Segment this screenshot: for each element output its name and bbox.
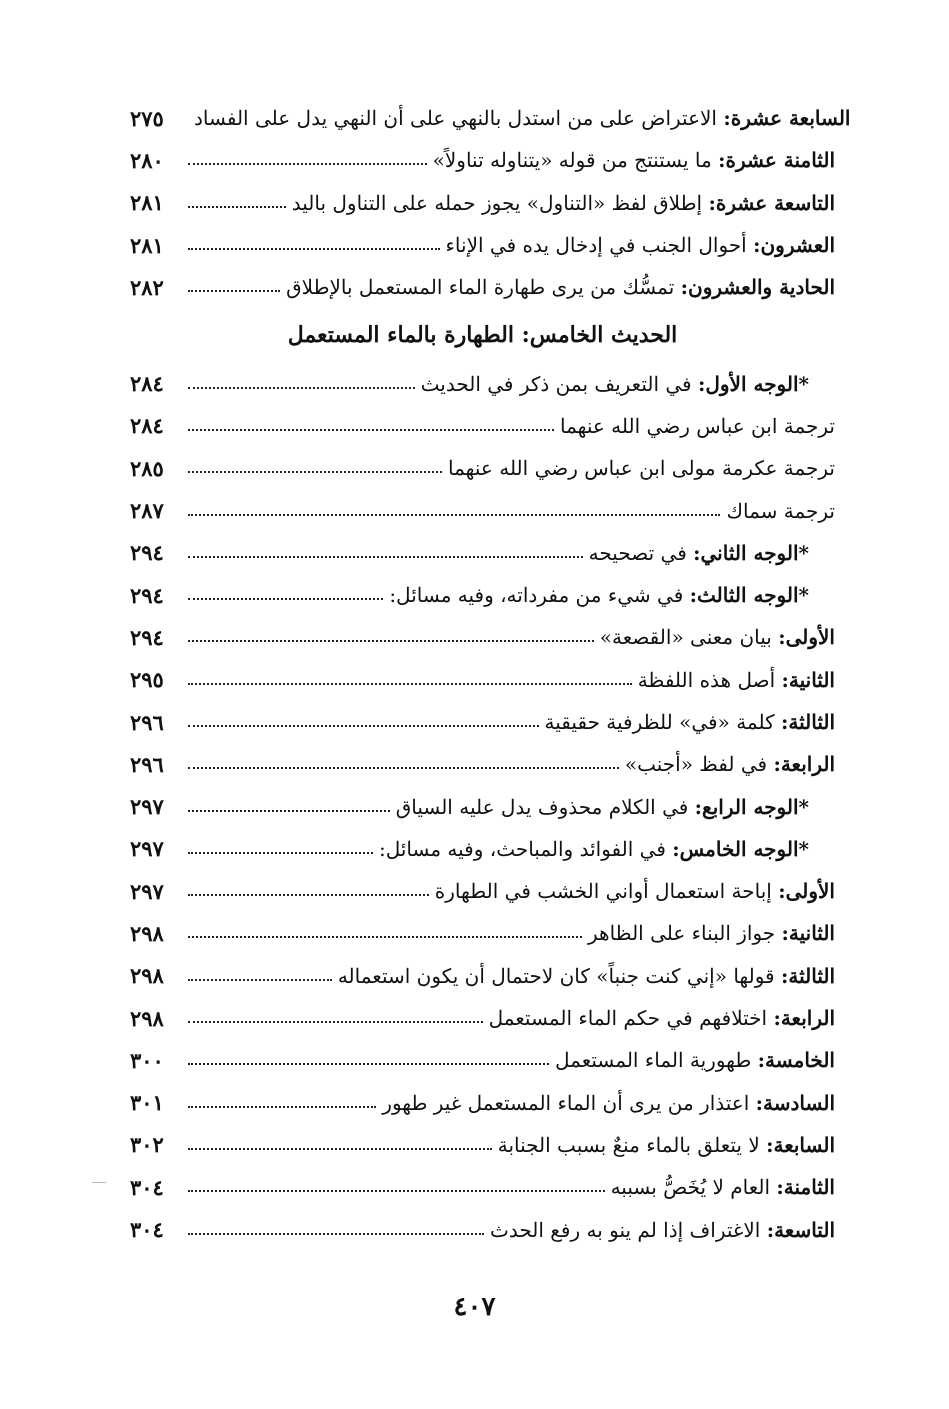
toc-page-number: ٢٨٠ [130, 147, 164, 173]
toc-entry-title: أصل هذه اللفظة [637, 667, 782, 692]
toc-entry-title: كلمة «في» للظرفية حقيقية [544, 710, 781, 734]
toc-entry-title: في الكلام محذوف يدل عليه السياق [395, 794, 695, 819]
dot-leader [188, 598, 383, 600]
toc-page-number: ٢٨٤ [130, 371, 164, 397]
dot-leader [188, 206, 286, 208]
toc-entry-text [489, 1006, 835, 1030]
toc-page-number: ٢٩٦ [130, 709, 164, 735]
toc-entry-label: الرابعة: [773, 752, 835, 777]
toc-entry-label: الرابعة: [773, 1006, 835, 1031]
toc-entry [130, 532, 835, 574]
margin-mark [92, 1182, 106, 1183]
toc-page-number: ٢٨٢ [130, 274, 164, 300]
toc-entry-label: *الوجه الخامس: [672, 836, 809, 861]
toc-entry [130, 447, 835, 489]
dot-leader [188, 1190, 605, 1192]
toc-entry [130, 182, 835, 224]
toc-entry-label: السادسة: [755, 1090, 835, 1115]
toc-entry-text [638, 668, 835, 692]
toc-page-number: ٢٩٦ [130, 751, 164, 777]
toc-entry [130, 224, 835, 266]
toc-page-number: ٢٩٤ [130, 624, 164, 650]
dot-leader [188, 810, 390, 812]
toc-entry [130, 1082, 835, 1124]
toc-entry [130, 616, 835, 658]
toc-entry-text [560, 414, 835, 438]
toc-entry [130, 489, 835, 531]
toc-entry-label: *الوجه الرابع: [694, 794, 809, 819]
toc-entry-label: الثامنة عشرة: [718, 148, 835, 173]
toc-entry [130, 955, 835, 997]
toc-page-number: ٣٠٤ [130, 1174, 164, 1200]
toc-entry [130, 362, 835, 404]
toc-entry-text [435, 879, 835, 903]
toc-entry-label: الثانية: [781, 667, 835, 692]
toc-page-number: ٢٨٧ [130, 498, 164, 524]
toc-entry-title: ما يستنتج من قوله «يتناوله تناولاً» [432, 148, 719, 173]
toc-entry-text [611, 1175, 835, 1199]
toc-entry [130, 1039, 835, 1081]
dot-leader [188, 1233, 484, 1235]
toc-entry-title: الاغتراف إذا لم ينو به رفع الحدث [490, 1217, 767, 1242]
toc-entry-text [448, 456, 835, 480]
dot-leader [188, 1021, 483, 1023]
toc-page-number: ٢٩٧ [130, 878, 164, 904]
toc-entry-label: الثانية: [781, 921, 835, 946]
toc-entry-text [286, 275, 835, 299]
dot-leader [188, 640, 594, 642]
toc-entry-title: بيان معنى «القصعة» [599, 625, 779, 650]
toc-entry-title: قولها «إني كنت جنباً» كان لاحتمال أن يكون استعماله [337, 963, 781, 988]
toc-entry-label: *الوجه الثالث: [689, 583, 809, 608]
dot-leader [188, 1063, 549, 1065]
toc-entry-text [382, 1091, 835, 1115]
toc-entry-label: الثامنة: [776, 1175, 835, 1200]
toc-page-number: ٣٠٤ [130, 1217, 164, 1243]
toc-entry-title: في التعريف بمن ذكر في الحديث [420, 371, 698, 396]
toc-entry-label: الحادية والعشرون: [680, 275, 835, 300]
toc-entry [130, 997, 835, 1039]
toc-entry-text [292, 191, 835, 215]
toc-entry-text [389, 583, 809, 607]
toc-entry-label: التاسعة: [766, 1217, 835, 1242]
toc-entry-title: جواز البناء على الظاهر [587, 921, 782, 946]
toc-page-number: ٢٨٥ [130, 455, 164, 481]
toc-entry-label: الأولى: [778, 879, 835, 904]
toc-entry [130, 139, 835, 181]
toc-entry-text [726, 499, 835, 523]
toc-entry-title: العام لا يُخَصُّ بسببه [610, 1175, 777, 1200]
toc-page-number: ٢٧٥ [130, 105, 164, 131]
toc-page-number: ٢٨٤ [130, 413, 164, 439]
toc-entry-title: طهورية الماء المستعمل [555, 1048, 758, 1073]
toc-page-number: ٣٠٠ [130, 1047, 164, 1073]
toc-entry [130, 1124, 835, 1166]
toc-entry-text [498, 1133, 835, 1157]
toc-entry-text [421, 372, 809, 396]
toc-entry [130, 659, 835, 701]
toc-entry-text [588, 921, 835, 945]
toc-entry-text [338, 964, 835, 988]
toc-entry-label: السابعة: [766, 1132, 835, 1157]
dot-leader [188, 767, 619, 769]
dot-leader [188, 894, 429, 896]
dot-leader [188, 248, 440, 250]
dot-leader [188, 163, 427, 165]
toc-entry [130, 701, 835, 743]
toc-entry-text [379, 837, 809, 861]
toc-entry-title: الاعتراض على من استدل بالنهي على أن النهي يدل على الفساد [194, 106, 724, 131]
toc-entry-title: في تصحيحه [588, 540, 694, 565]
toc-entry [130, 743, 835, 785]
toc-entry-label: التاسعة عشرة: [708, 190, 835, 215]
toc-entry [130, 1166, 835, 1208]
toc-page-number: ٢٩٧ [130, 836, 164, 862]
toc-page-number: ٣٠٢ [130, 1132, 164, 1158]
dot-leader [188, 683, 632, 685]
toc-entry-text [446, 233, 835, 257]
toc-entry-title: إطلاق لفظ «التناول» يجوز حمله على التناول باليد [291, 190, 709, 215]
toc-entry-label: الخامسة: [757, 1048, 835, 1073]
toc-page-number: ٢٨١ [130, 232, 164, 258]
toc-entry-text [625, 752, 835, 776]
toc-entry-title: اختلافهم في حكم الماء المستعمل [488, 1006, 774, 1031]
toc-page-number: ٢٩٥ [130, 667, 164, 693]
dot-leader [188, 290, 280, 292]
page-number: ٤٠٧ [453, 1292, 496, 1322]
toc-entry-text [589, 541, 809, 565]
dot-leader [188, 1106, 376, 1108]
toc-entry-label: *الوجه الأول: [697, 371, 809, 396]
toc-entry [130, 266, 835, 308]
toc-page-number: ٢٩٤ [130, 540, 164, 566]
toc-entry-text [600, 625, 835, 649]
toc-page-number: ٢٩٨ [130, 963, 164, 989]
toc-entry [130, 405, 835, 447]
dot-leader [188, 471, 442, 473]
toc-entry-title: اعتذار من يرى أن الماء المستعمل غير طهور [382, 1090, 756, 1115]
toc-entry-text [490, 1218, 835, 1242]
toc-entry-label: العشرون: [753, 233, 835, 258]
toc-entry-title: ترجمة ابن عباس رضي الله عنهما [559, 413, 835, 438]
toc-entry-label: الثالثة: [780, 710, 835, 734]
toc-entry-title: في شيء من مفرداته، وفيه مسائل: [389, 583, 690, 608]
dot-leader [188, 556, 583, 558]
toc-entry [130, 785, 835, 827]
toc-entry [130, 870, 835, 912]
toc-entry-title: أحوال الجنب في إدخال يده في الإناء [445, 233, 754, 258]
section-heading: الحديث الخامس: الطهارة بالماء المستعمل [287, 322, 678, 349]
toc-entry-text [555, 1048, 835, 1072]
toc-page-number: ٢٩٨ [130, 920, 164, 946]
toc-entry [130, 1208, 835, 1250]
toc-entry-title: تمسُّك من يرى طهارة الماء المستعمل بالإطلاق [286, 275, 681, 300]
toc-page-number: ٢٨١ [130, 190, 164, 216]
toc-entry-label: الثالثة: [780, 963, 835, 988]
toc-entry-label: السابعة عشرة: [723, 106, 851, 131]
toc-entry-text [194, 106, 851, 130]
dot-leader [188, 429, 554, 431]
dot-leader [188, 725, 539, 727]
dot-leader [188, 852, 373, 854]
toc-entry-title: ترجمة عكرمة مولى ابن عباس رضي الله عنهما [448, 456, 835, 481]
toc-page-number: ٣٠١ [130, 1090, 164, 1116]
toc-entry-text [396, 795, 809, 819]
toc-page-number: ٢٩٤ [130, 582, 164, 608]
toc-entry-title: في الفوائد والمباحث، وفيه مسائل: [378, 836, 673, 861]
toc-entry-text [545, 710, 835, 734]
toc-entry [130, 574, 835, 616]
table-of-contents [130, 97, 851, 1251]
toc-entry-label: الأولى: [778, 625, 835, 650]
toc-entry-title: ترجمة سماك [726, 498, 835, 523]
dot-leader [188, 979, 332, 981]
toc-entry [130, 97, 851, 139]
toc-entry-text [433, 148, 835, 172]
toc-entry [130, 828, 835, 870]
dot-leader [188, 387, 415, 389]
toc-entry [130, 912, 835, 954]
toc-entry-title: إباحة استعمال أواني الخشب في الطهارة [434, 879, 779, 904]
dot-leader [188, 936, 582, 938]
toc-entry-title: في لفظ «أجنب» [624, 752, 774, 777]
toc-page-number: ٢٩٨ [130, 1005, 164, 1031]
dot-leader [188, 514, 720, 516]
toc-page-number: ٢٩٧ [130, 794, 164, 820]
toc-entry-title: لا يتعلق بالماء منعٌ بسبب الجنابة [497, 1132, 767, 1157]
toc-entry-label: *الوجه الثاني: [693, 540, 809, 565]
dot-leader [188, 1148, 492, 1150]
